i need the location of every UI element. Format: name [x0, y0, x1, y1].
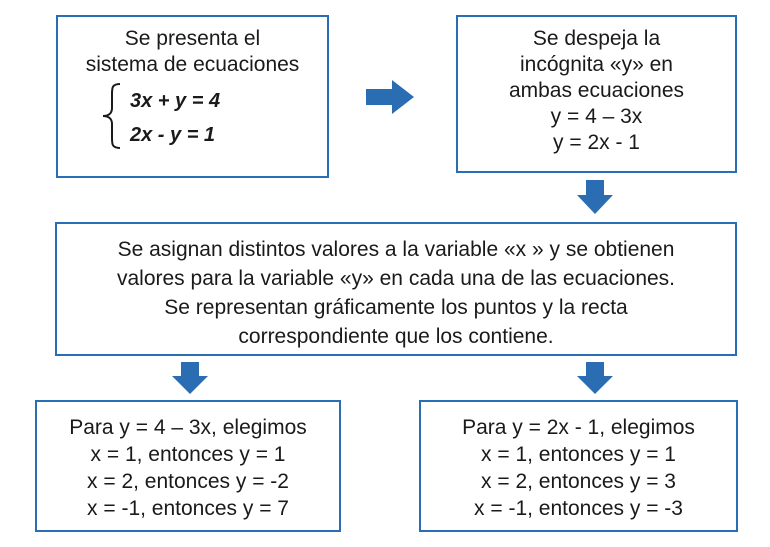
box3-line-2: valores para la variable «y» en cada una de las ecuaciones.: [116, 267, 676, 290]
box5-line-2: x = 1, entonces y = 1: [481, 443, 676, 466]
box2-line-3: ambas ecuaciones: [508, 79, 685, 102]
step-present-system-box: [56, 15, 329, 178]
box4-line-2: x = 1, entonces y = 1: [90, 443, 286, 466]
box1-line-1: Se presenta el: [124, 27, 261, 50]
arrow-down-icon: [577, 180, 613, 214]
equation-2: 2x - y = 1: [130, 124, 216, 146]
box4-line-1: Para y = 4 – 3x, elegimos: [69, 416, 307, 439]
step-isolate-y-box: [456, 15, 737, 173]
arrow-down-left-icon: [172, 362, 208, 394]
box2-line-1: Se despeja la: [532, 27, 661, 50]
values-equation-2-box: [419, 400, 738, 532]
box1-line-2: sistema de ecuaciones: [85, 53, 300, 76]
arrow-down-right-icon: [577, 362, 613, 394]
box2-line-2: incógnita «y» en: [520, 53, 673, 76]
box3-line-4: correspondiente que los contiene.: [238, 325, 554, 348]
box2-line-5: y = 2x - 1: [553, 131, 640, 154]
box5-line-4: x = -1, entonces y = -3: [474, 497, 683, 520]
left-brace-icon: [100, 82, 124, 150]
box5-line-3: x = 2, entonces y = 3: [481, 470, 676, 493]
equation-system: [100, 82, 327, 150]
box4-line-4: x = -1, entonces y = 7: [87, 497, 289, 520]
values-equation-1-box: [35, 400, 341, 532]
box4-line-3: x = 2, entonces y = -2: [87, 470, 289, 493]
box2-line-4: y = 4 – 3x: [550, 105, 643, 128]
equation-1: 3x + y = 4: [130, 90, 221, 112]
box3-line-1: Se asignan distintos valores a la variable «x » y se obtienen: [117, 238, 675, 261]
step-assign-values-box: [55, 222, 737, 356]
box5-line-1: Para y = 2x - 1, elegimos: [462, 416, 695, 439]
arrow-right-icon: [366, 80, 414, 114]
box3-line-3: Se representan gráficamente los puntos y la recta: [164, 296, 628, 319]
